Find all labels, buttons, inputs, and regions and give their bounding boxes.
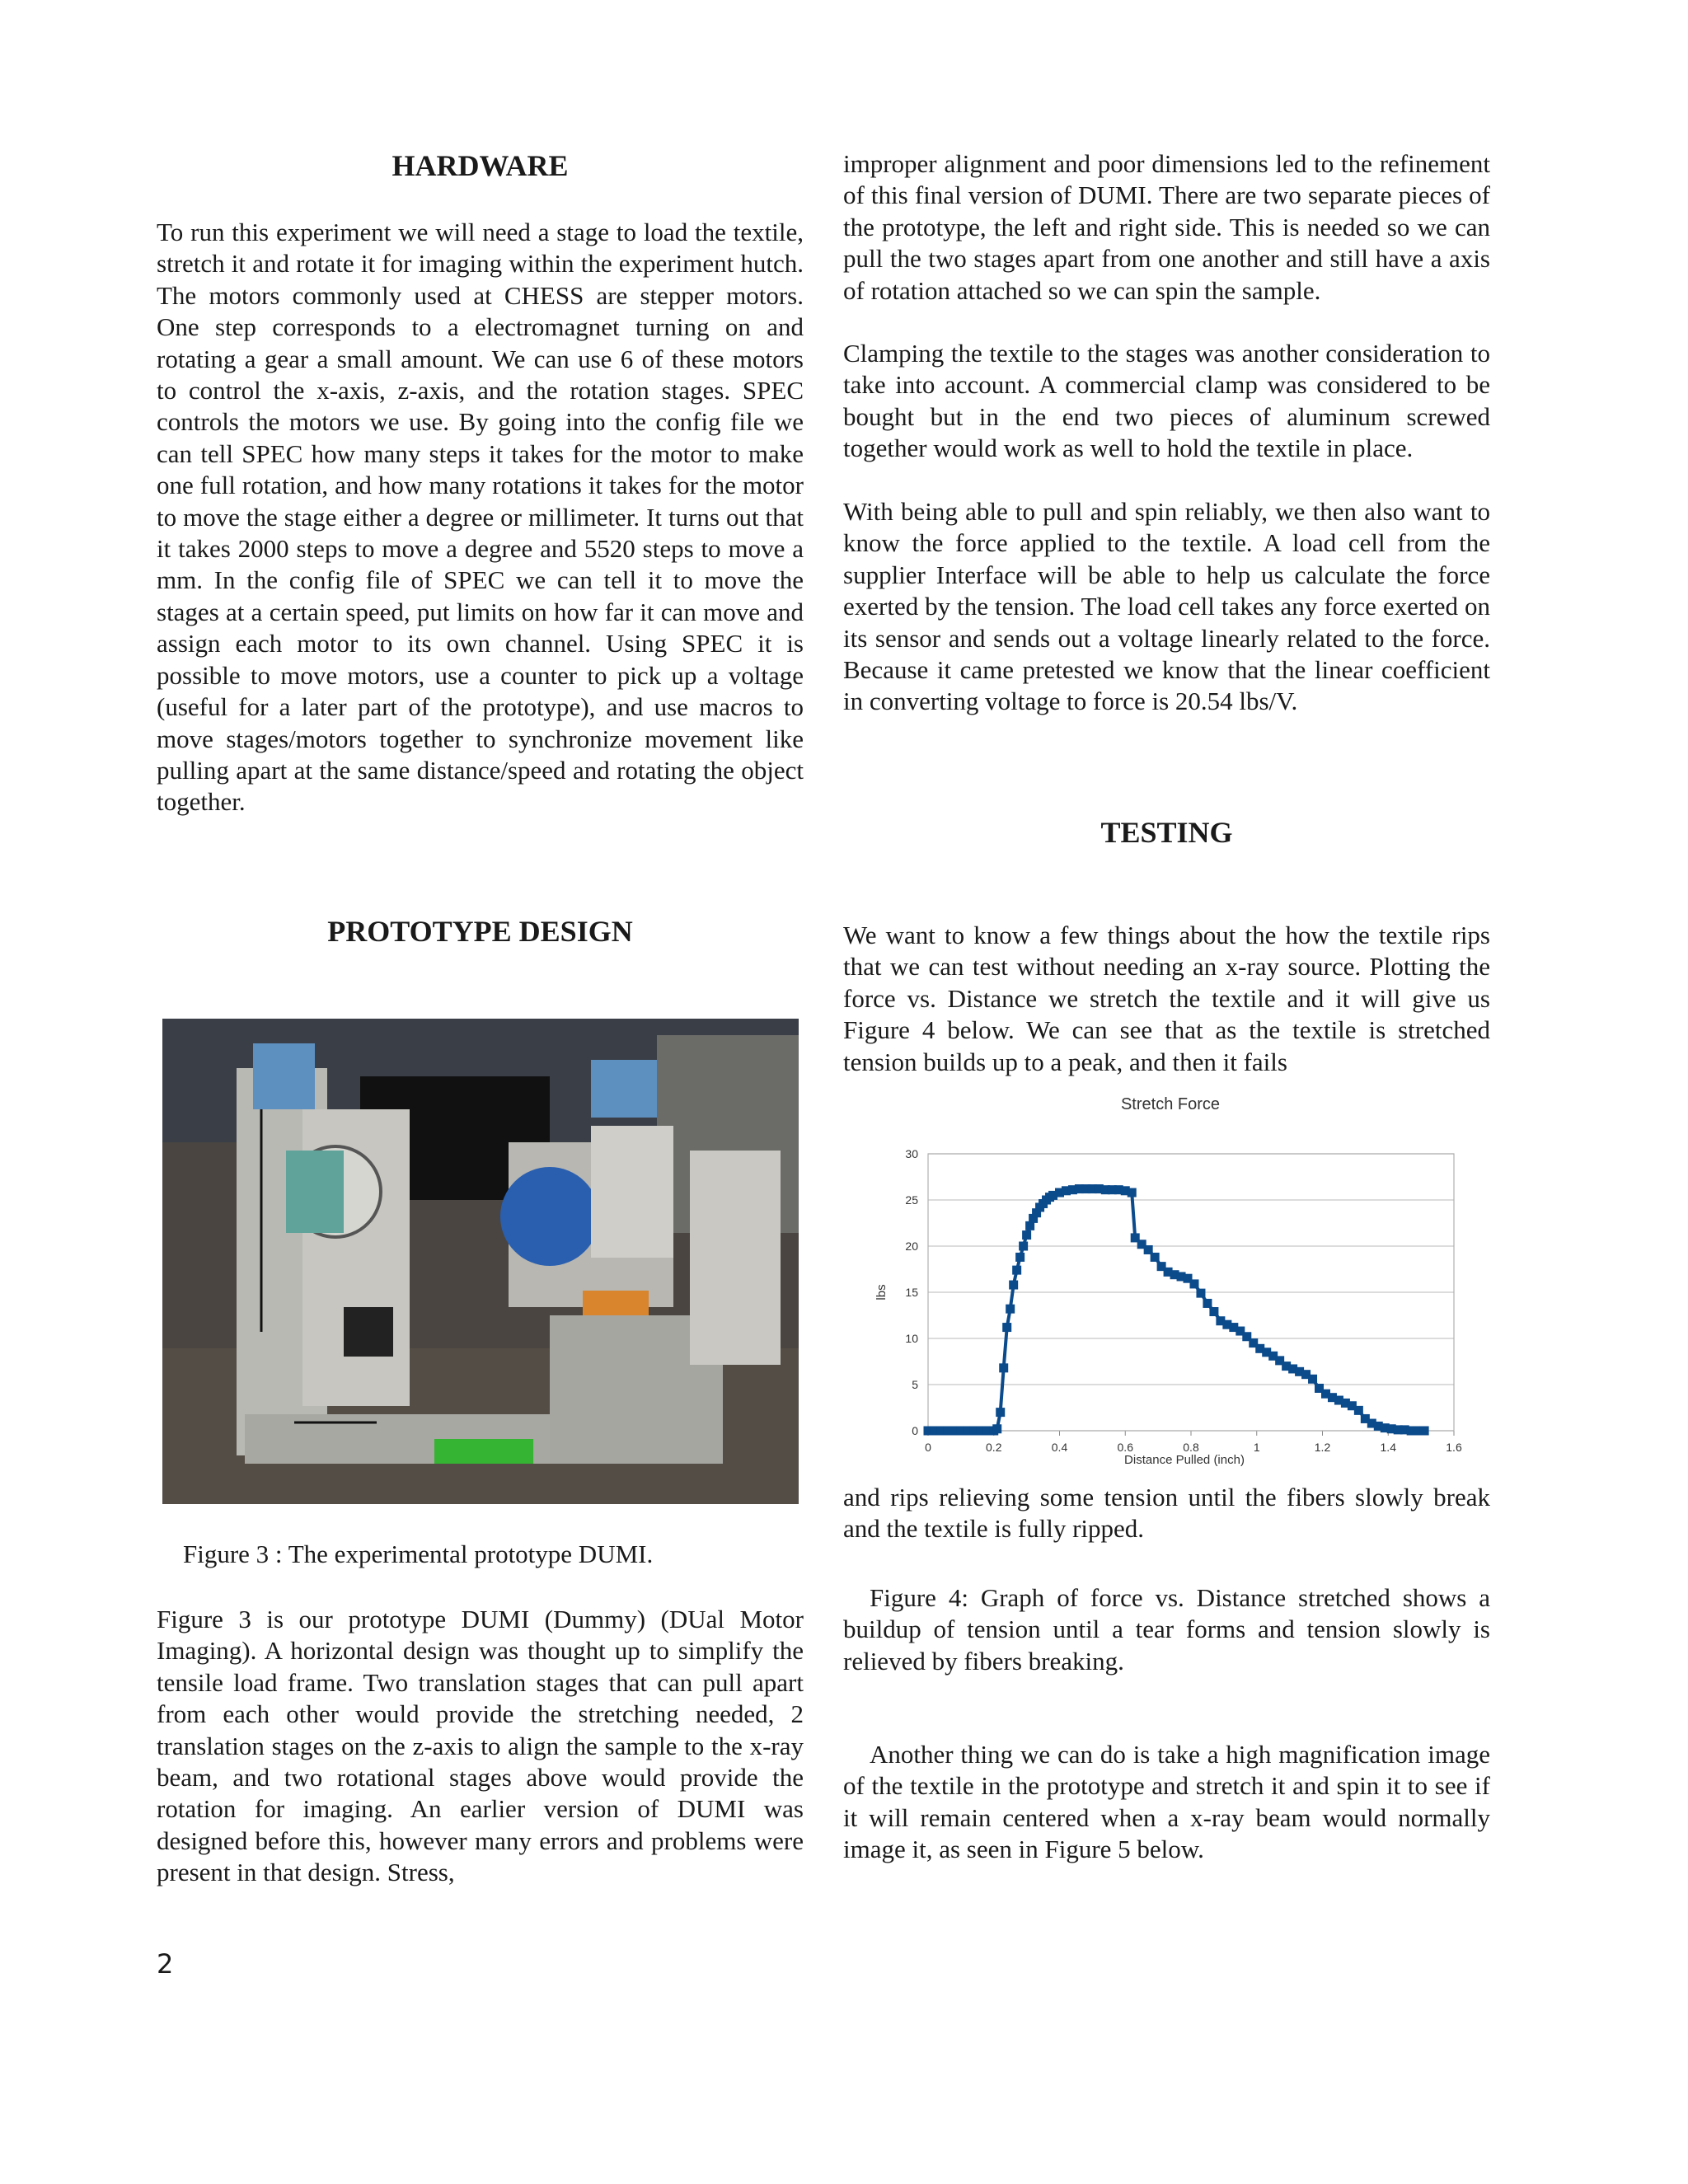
data-point: [996, 1408, 1005, 1417]
x-tick-label: 1.4: [1380, 1441, 1396, 1454]
hardware-paragraph: To run this experiment we will need a stage to load the textile, stretch it and rotate it for imaging within the experiment hutch. The motors commonly used at CHESS are stepper motors. One step corresponds to a electromagnet turning on and rotating a gear a small amount. We can use 6 of these motors to control the x-axis, z-axis, and the rotation stages. SPEC controls the motors we use. By going into the config file we can tell SPEC how many steps it takes for the motor to make one full rotation, and how many rotations it takes for the motor to move the stage either a degree or millimeter. It turns out that it takes 2000 steps to move a degree and 5520 steps to move a mm. In the config file of SPEC we can tell it to move the stages at a certain speed, put limits on how far it can move and assign each motor to its own channel. Using SPEC it is possible to move motors, use a counter to pick up a voltage (useful for a later part of the prototype), and use macros to move stages/motors together to synchronize movement like pulling apart at the same distance/speed and rotating the object together.: [157, 218, 804, 817]
data-point: [1209, 1307, 1218, 1316]
x-tick-label: 0: [925, 1441, 931, 1454]
stretch-force-chart: [849, 1088, 1500, 1475]
right-paragraph-2: Clamping the textile to the stages was another consideration to take into account. A commercial clamp was considered to be bought but in the end two pieces of aluminum screwed together would work as well to hold the textile in place.: [843, 339, 1490, 463]
x-tick-label: 0.8: [1183, 1441, 1199, 1454]
prototype-photo: [162, 1019, 799, 1504]
y-tick-label: 20: [905, 1240, 918, 1253]
data-point: [1128, 1188, 1137, 1197]
prototype-paragraph: Figure 3 is our prototype DUMI (Dummy) (DUal Motor Imaging). A horizontal design was thought up to simplify the tensile load frame. Two translation stages that can pull apart from each other would provide the stretching needed, 2 translation stages on the z-axis to align the sample to the x-ray beam, and two rotational stages above would provide the rotation for imaging. An earlier version of DUMI was designed before this, however many errors and problems were present in that design. Stress,: [157, 1605, 804, 1887]
y-tick-label: 10: [905, 1332, 918, 1345]
testing-paragraph-2: and rips relieving some tension until the fibers slowly break and the textile is fully ripped.: [843, 1483, 1490, 1544]
series-line: [928, 1189, 1424, 1431]
data-point: [1002, 1323, 1011, 1332]
x-tick-label: 0.6: [1117, 1441, 1133, 1454]
x-tick-label: 1: [1253, 1441, 1260, 1454]
data-point: [999, 1363, 1008, 1372]
data-point: [992, 1424, 1001, 1433]
figure-4-caption: Figure 4: Graph of force vs. Distance stretched shows a buildup of tension until a tear forms and tension slowly is relieved by fibers breaking.: [843, 1583, 1490, 1675]
data-point: [1015, 1253, 1025, 1262]
prototype-design-heading: PROTOTYPE DESIGN: [327, 915, 633, 948]
data-point: [1019, 1242, 1028, 1251]
data-point: [1151, 1253, 1160, 1262]
data-point: [1022, 1230, 1031, 1240]
data-point: [1308, 1375, 1317, 1384]
data-point: [1203, 1299, 1212, 1308]
hardware-heading: HARDWARE: [392, 149, 569, 182]
data-point: [1189, 1279, 1198, 1288]
data-point: [1009, 1281, 1018, 1290]
data-point: [1006, 1305, 1015, 1314]
x-tick-label: 1.6: [1446, 1441, 1462, 1454]
testing-paragraph-1: We want to know a few things about the how the textile rips that we can test without needing an x-ray source. Plotting the force vs. Distance we stretch the textile and it will give us Figure 4 below. We can see that as the textile is stretched tension builds up to a peak, and then it fails: [843, 921, 1490, 1076]
x-tick-label: 0.2: [986, 1441, 1002, 1454]
y-tick-label: 0: [912, 1424, 918, 1437]
y-tick-label: 30: [905, 1147, 918, 1160]
y-tick-label: 25: [905, 1193, 918, 1207]
testing-heading: TESTING: [1100, 816, 1233, 849]
figure-3-caption: Figure 3 : The experimental prototype DUMI.: [183, 1540, 654, 1568]
data-point: [1196, 1289, 1205, 1298]
y-tick-label: 15: [905, 1286, 918, 1299]
page-number: 2: [157, 1948, 174, 1980]
data-point: [1012, 1266, 1021, 1275]
testing-paragraph-3: Another thing we can do is take a high magnification image of the textile in the prototype and stretch it and spin it to see if it will remain centered when a x-ray beam would normally image it, as seen in Figure 5 below.: [843, 1740, 1490, 1864]
data-point: [1354, 1406, 1363, 1415]
x-axis-label: Distance Pulled (inch): [1124, 1453, 1245, 1467]
y-tick-label: 5: [912, 1378, 918, 1391]
chart-title: Stretch Force: [1120, 1095, 1221, 1113]
data-point: [1420, 1427, 1429, 1436]
right-paragraph-3: With being able to pull and spin reliably, we then also want to know the force applied to the textile. A load cell from the supplier Interface will be able to help us calculate the force exerted by the tension. The load cell takes any force exerted on its sensor and sends out a voltage linearly related to the force. Because it came pretested we know that the linear coefficient in converting voltage to force is 20.54 lbs/V.: [843, 497, 1490, 716]
y-axis-label: lbs: [874, 1284, 889, 1301]
x-tick-label: 0.4: [1051, 1441, 1068, 1454]
x-tick-label: 1.2: [1314, 1441, 1331, 1454]
right-paragraph-1: improper alignment and poor dimensions led to the refinement of this final version of DUMI. There are two separate pieces of the prototype, the left and right side. This is needed so we can pull the two stages apart from one another and still have a axis of rotation attached so we can spin the sample.: [843, 149, 1490, 305]
